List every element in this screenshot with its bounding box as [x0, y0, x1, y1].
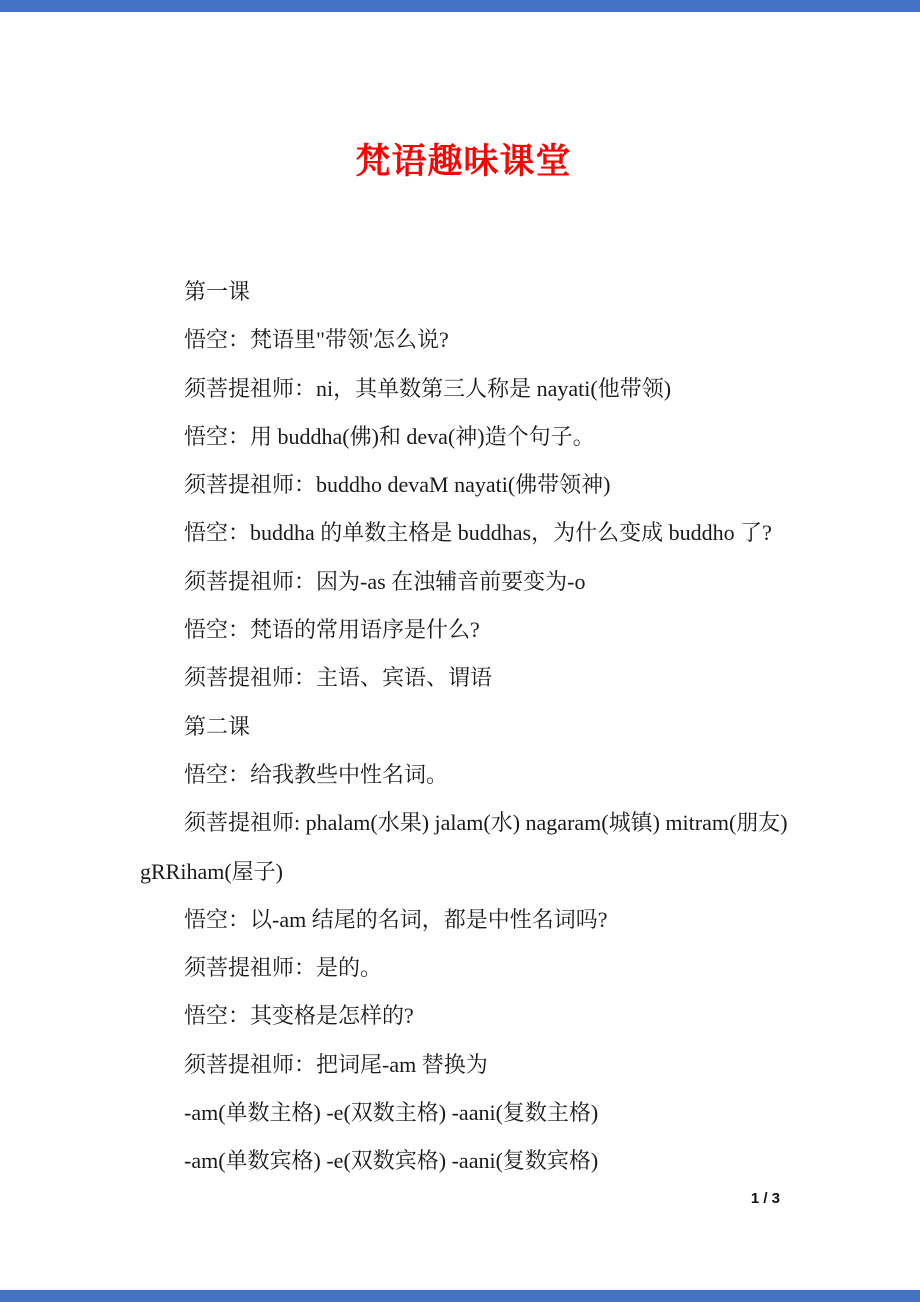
text-line: 悟空：用 buddha(佛)和 deva(神)造个句子。	[184, 423, 595, 449]
text-line: -am(单数主格) -e(双数主格) -aani(复数主格)	[184, 1100, 599, 1126]
text-line: 须菩提祖师：ni，其单数第三人称是 nayati(他带领)	[184, 375, 672, 401]
text-line: 须菩提祖师：因为-as 在浊辅音前要变为-o	[184, 568, 586, 594]
text-line: -am(单数宾格) -e(双数宾格) -aani(复数宾格)	[184, 1148, 599, 1174]
page-number: 1 / 3	[750, 1190, 780, 1207]
text-line: 须菩提祖师：是的。	[184, 955, 383, 981]
bottom-accent-bar	[0, 1290, 920, 1302]
text-line: 第一课	[184, 279, 251, 304]
document-title: 梵语趣味课堂	[355, 142, 572, 181]
text-line: 须菩提祖师: phalam(水果) jalam(水) nagaram(城镇) mitram(朋友)	[184, 810, 788, 836]
text-line: 悟空：梵语里"带领'怎么说?	[184, 327, 449, 353]
text-line: 悟空：以-am 结尾的名词，都是中性名词吗?	[184, 906, 608, 932]
document-body	[140, 268, 800, 1186]
text-line: 第二课	[184, 713, 251, 739]
text-line: 悟空：buddha 的单数主格是 buddhas，为什么变成 buddho 了?	[184, 520, 772, 546]
text-line: 悟空：梵语的常用语序是什么?	[184, 617, 480, 643]
text-line: 须菩提祖师：把词尾-am 替换为	[184, 1051, 488, 1077]
text-line: 悟空：给我教些中性名词。	[184, 761, 449, 787]
text-line: gRRiham(屋子)	[140, 858, 283, 884]
text-line: 悟空：其变格是怎样的?	[184, 1003, 414, 1029]
top-accent-bar	[0, 0, 920, 12]
text-line: 须菩提祖师：主语、宾语、谓语	[184, 665, 493, 691]
text-line: 须菩提祖师：buddho devaM nayati(佛带领神)	[184, 472, 611, 498]
